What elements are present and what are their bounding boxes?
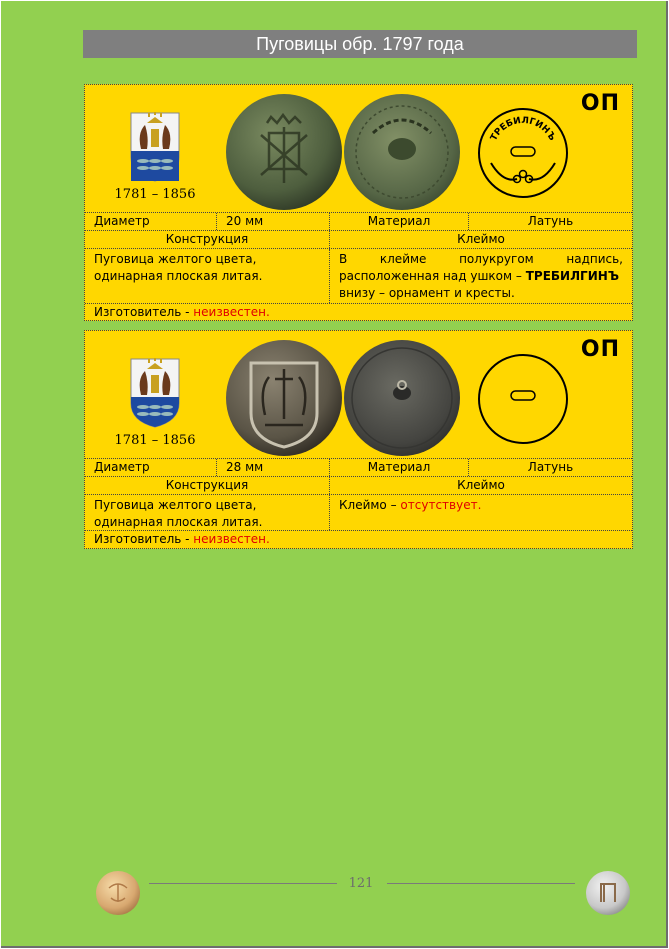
- mark-text-1: В клейме полукругом надпись, расположенная над ушком –: [339, 252, 623, 283]
- footer-coin-icon: [95, 870, 141, 916]
- years-label: 1781 – 1856: [114, 187, 196, 202]
- section-headers-row: [85, 231, 632, 249]
- button-card-2: [84, 330, 633, 549]
- page-title: Пуговицы обр. 1797 года: [83, 30, 637, 58]
- material-value: Латунь: [468, 459, 632, 476]
- diameter-label: Диаметр: [94, 460, 150, 474]
- description-row: [85, 495, 632, 531]
- coin-reverse-image: [343, 339, 461, 457]
- stamp-diagram-icon: [473, 349, 573, 449]
- coin-reverse-image: [343, 93, 461, 211]
- construction-label: Конструкция: [165, 478, 249, 492]
- mark-label: Клеймо: [329, 477, 632, 494]
- footer-coin-icon: [585, 870, 631, 916]
- maker-value: неизвестен.: [193, 532, 270, 546]
- mark-description: [329, 249, 632, 303]
- mark-value: отсутствует.: [400, 498, 482, 512]
- maker-label: Изготовитель -: [94, 532, 190, 546]
- construction-text: Пуговица желтого цвета, одинарная плоская литая.: [94, 498, 263, 529]
- mark-text-bold: ТРЕБИЛГИНЪ: [525, 269, 620, 283]
- maker-label: Изготовитель -: [94, 305, 190, 319]
- diameter-value: 20 мм: [216, 213, 329, 230]
- maker-row: [85, 304, 632, 321]
- material-label: Материал: [329, 459, 468, 476]
- stamp-text: ТРЕБИЛГИНЪ: [489, 115, 557, 143]
- card-images: [85, 85, 632, 213]
- dimensions-row: [85, 459, 632, 477]
- mark-text-2: внизу – орнамент и кресты.: [339, 286, 515, 300]
- years-label: 1781 – 1856: [114, 433, 196, 448]
- construction-text: Пуговица желтого цвета, одинарная плоская литая.: [94, 252, 263, 283]
- maker-info: [85, 304, 632, 321]
- maker-value: неизвестен.: [193, 305, 270, 319]
- op-badge: ОП: [580, 337, 620, 362]
- material-value: Латунь: [468, 213, 632, 230]
- diameter-value: 28 мм: [216, 459, 329, 476]
- description-row: [85, 249, 632, 304]
- page-number: 121: [348, 876, 374, 891]
- coin-obverse-image: [225, 93, 343, 211]
- diameter-label: Диаметр: [94, 214, 150, 228]
- button-card-1: [84, 84, 633, 321]
- card-images: [85, 331, 632, 459]
- coat-of-arms-icon: [129, 357, 181, 429]
- section-headers-row: [85, 477, 632, 495]
- mark-prefix: Клеймо –: [339, 498, 397, 512]
- op-badge: ОП: [580, 91, 620, 116]
- stamp-diagram-icon: [473, 103, 573, 203]
- coat-of-arms-icon: [129, 111, 181, 183]
- page: [1, 1, 668, 948]
- dimensions-row: [85, 213, 632, 231]
- footer-divider-left: [149, 883, 337, 884]
- maker-row: [85, 531, 632, 548]
- maker-info: [85, 531, 632, 548]
- mark-label: Клеймо: [329, 231, 632, 248]
- footer-divider-right: [387, 883, 575, 884]
- mark-description: [329, 495, 632, 530]
- coin-obverse-image: [225, 339, 343, 457]
- construction-label: Конструкция: [165, 232, 249, 246]
- material-label: Материал: [329, 213, 468, 230]
